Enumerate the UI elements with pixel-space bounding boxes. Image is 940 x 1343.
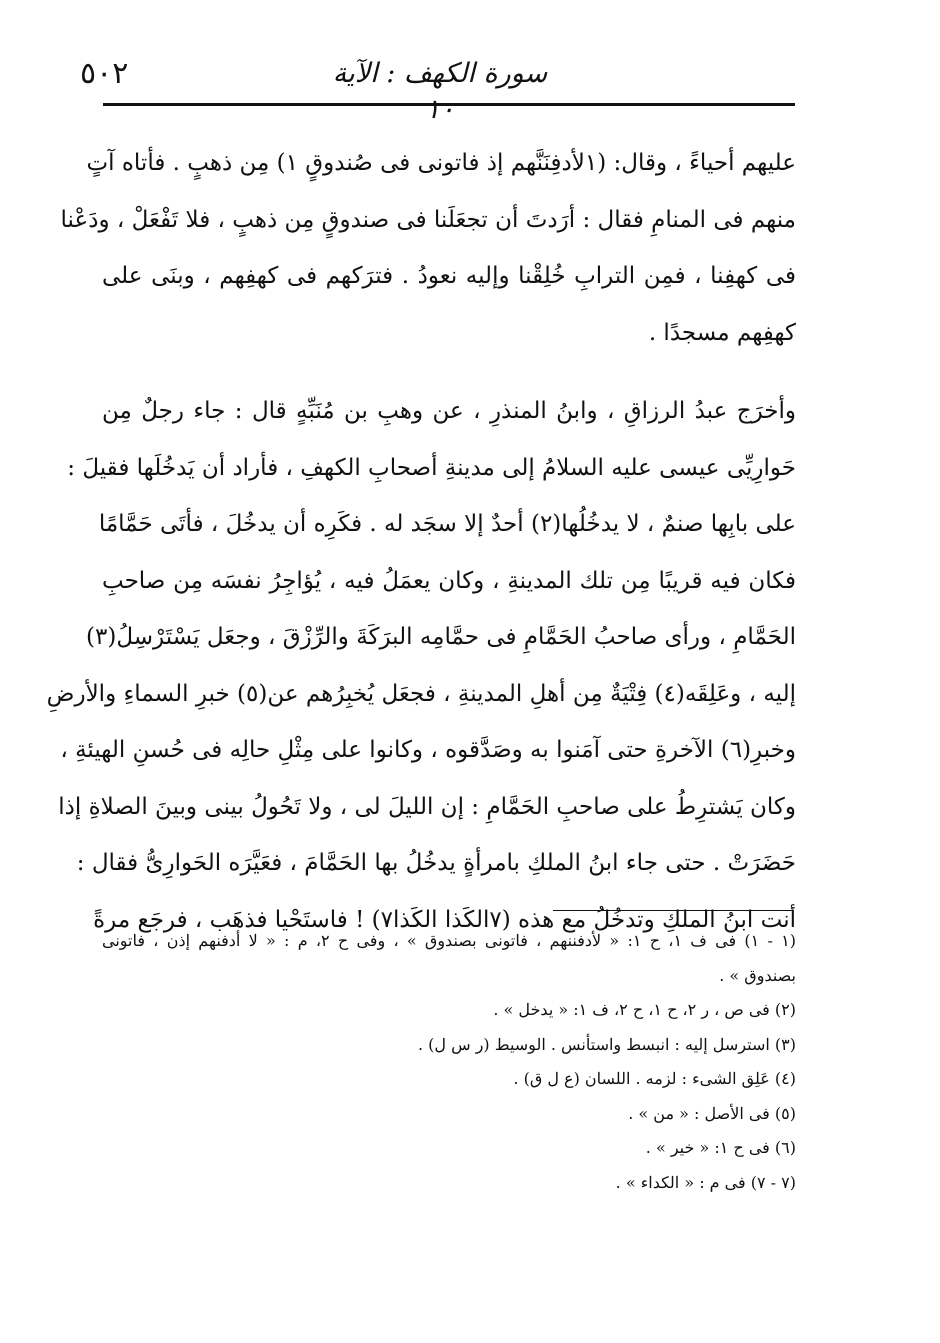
footnote-line: بصندوق » . xyxy=(719,965,796,985)
footnote-line: (١ - ١) فى ف ١، ح ١: « لأدفننهم ، فاتونى بصندوق » ، وفى ح ٢، م : « لا أدفنهم إذن ، فاتونى xyxy=(102,931,796,950)
body-line: الحَمَّامِ ، ورأى صاحبُ الحَمَّامِ فى حمَّامِه البرَكَةَ والرِّزْقَ ، وجعَل يَسْتَرْسِلُ(٣) xyxy=(86,624,796,650)
footnote-line: (٤) عَلِق الشىء : لزمه . اللسان (ع ل ق) . xyxy=(513,1069,796,1088)
body-line: حَضَرَتْ . حتى جاء ابنُ الملكِ بامرأةٍ يدخُلُ بها الحَمَّامَ ، فعَيَّرَه الحَوارِىُّ فقال : xyxy=(76,850,796,876)
body-line: أنت ابنُ الملكِ وتدخُلُ مع هذه (٧الكَذا الكَذا٧) ! فاستَحْيا فذهَب ، فرجَع مرةً xyxy=(93,906,796,933)
footnote-rule xyxy=(553,910,793,911)
page-number: ٥٠٢ xyxy=(80,56,129,91)
body-line: وخبرِ(٦) الآخرةِ حتى آمَنوا به وصَدَّقوه ، وكانوا على مِثْلِ حالِه فى حُسنِ الهيئةِ ، xyxy=(60,737,796,763)
footnote-line: (٧ - ٧) فى م : « الكداء » . xyxy=(615,1172,796,1192)
body-line: كهفِهم مسجدًا . xyxy=(648,319,796,346)
paragraph-gap xyxy=(102,361,796,383)
body-text xyxy=(46,135,796,948)
body-line: منهم فى المنامِ فقال : أرَدتَ أن تجعَلَنا فى صندوقٍ مِن ذهبٍ ، فلا تَفْعَلْ ، ودَعْنا xyxy=(60,206,796,233)
footnote-line: (٥) فى الأصل : « من » . xyxy=(628,1103,796,1123)
running-head: سورة الكهف : الآية ١٠ xyxy=(332,58,548,125)
body-line: فى كهفِنا ، فمِن الترابِ خُلِقْنا وإليه نعودُ . فترَكهم فى كهفِهم ، وبنَى على xyxy=(102,263,796,289)
header-rule xyxy=(103,103,795,106)
body-line: حَوارِيِّى عيسى عليه السلامُ إلى مدينةِ أصحابِ الكهفِ ، فأراد أن يَدخُلَها فقيلَ : xyxy=(67,454,796,481)
footnotes xyxy=(102,924,796,1200)
body-line: فكان فيه قريبًا مِن تلك المدينةِ ، وكان يعمَلُ فيه ، يُؤاجِرُ نفسَه مِن صاحبِ xyxy=(102,567,796,594)
footnote-line: (٢) فى ص ، ر ٢، ح ١، ح ٢، ف ١: « يدخل » . xyxy=(493,1000,796,1019)
body-line: على بابِها صنمٌ ، لا يدخُلُها(٢) أحدٌ إلا سجَد له . فكَرِه أن يدخُلَ ، فأتَى حَمَّامًا xyxy=(98,511,796,537)
footnote-line: (٣) استرسل إليه : انبسط واستأنس . الوسيط (ر س ل) . xyxy=(417,1034,796,1054)
footnote-line: (٦) فى ح ١: « خير » . xyxy=(645,1138,796,1157)
body-line: وكان يَشترِطُ على صاحبِ الحَمَّامِ : إن الليلَ لى ، ولا تَحُولُ بينى وبينَ الصلاةِ إذا xyxy=(58,793,796,820)
body-line: إليه ، وعَلِقَه(٤) فِتْيَةٌ مِن أهلِ المدينةِ ، فجعَل يُخبِرُهم عن(٥) خبرِ السماءِ والأرضِ xyxy=(46,680,796,707)
body-line: وأخرَج عبدُ الرزاقِ ، وابنُ المنذرِ ، عن وهبِ بن مُنَبِّهٍ قال : جاء رجلٌ مِن xyxy=(102,398,796,424)
body-line: عليهم أحياءً ، وقال: (١لأدفِنَنَّهم إذ فاتونى فى صُندوقٍ ١) مِن ذهبٍ . فأتاه آتٍ xyxy=(86,150,796,176)
